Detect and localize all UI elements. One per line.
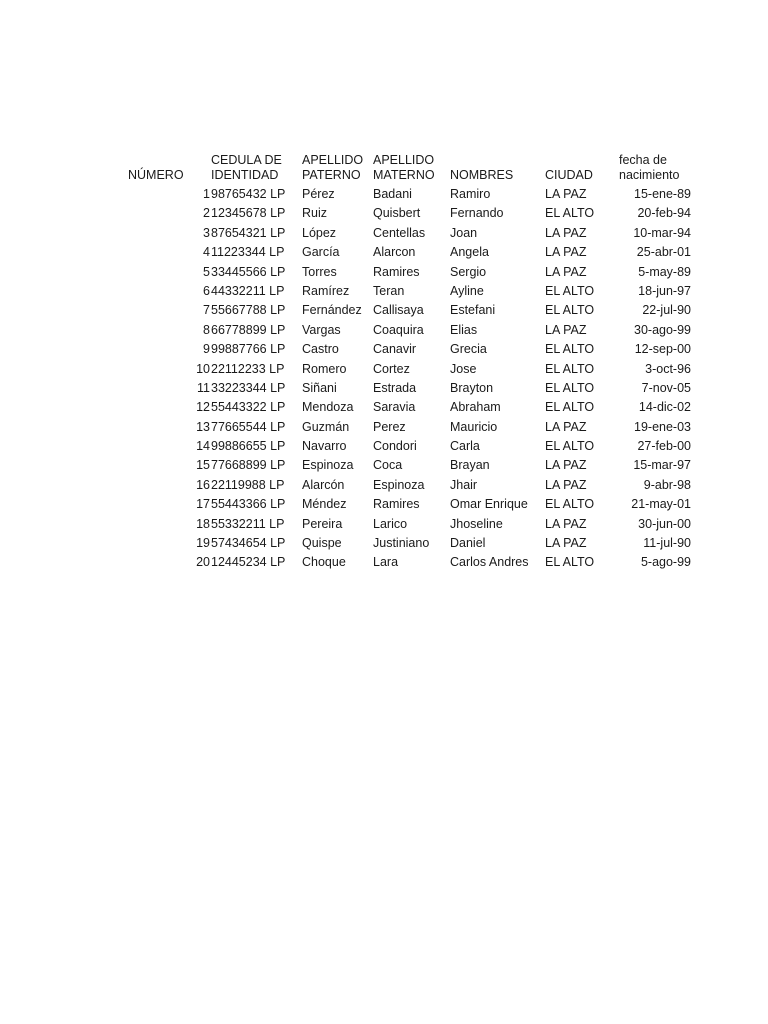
- cell-numero: 12: [196, 400, 210, 415]
- header-fecha-line1: fecha de: [619, 153, 667, 167]
- table-body: [0, 185, 768, 573]
- table-row: [0, 340, 768, 359]
- table-row: [0, 515, 768, 534]
- cell-nombres: Jose: [450, 361, 477, 376]
- cell-nombres: Abraham: [450, 400, 501, 415]
- cell-nombres: Angela: [450, 245, 489, 260]
- cell-numero: 18: [196, 516, 210, 531]
- cell-nombres: Brayan: [450, 458, 490, 473]
- header-cedula-line2: IDENTIDAD: [211, 168, 279, 182]
- cell-numero: 19: [196, 536, 210, 551]
- header-materno-line1: APELLIDO: [373, 153, 435, 167]
- cell-paterno: Pereira: [302, 516, 343, 531]
- cell-numero: 1: [203, 187, 210, 201]
- header-materno: [373, 153, 435, 185]
- cell-numero: 11: [197, 380, 210, 395]
- table-row: [0, 418, 768, 437]
- cell-ciudad: EL ALTO: [545, 361, 595, 376]
- table-row: [0, 379, 768, 398]
- cell-numero: 10: [196, 361, 210, 376]
- cell-fecha: 12-sep-00: [634, 342, 691, 357]
- cell-ciudad: LA PAZ: [545, 516, 587, 531]
- header-numero-label: NÚMERO: [128, 168, 184, 182]
- cell-ciudad: LA PAZ: [545, 536, 587, 551]
- cell-ciudad: EL ALTO: [545, 400, 595, 415]
- cell-ciudad: LA PAZ: [545, 245, 587, 260]
- cell-nombres: Jhair: [450, 477, 478, 492]
- cell-paterno: Vargas: [302, 322, 341, 337]
- cell-nombres: Daniel: [450, 536, 486, 551]
- cell-nombres: Carlos Andres: [450, 555, 529, 570]
- cell-materno: Perez: [373, 419, 406, 434]
- cell-materno: Condori: [373, 439, 417, 454]
- cell-nombres: Elias: [450, 322, 478, 337]
- cell-fecha: 30-ago-99: [634, 322, 691, 337]
- cell-fecha: 30-jun-00: [638, 516, 691, 531]
- table-row: [0, 456, 768, 475]
- cell-nombres: Brayton: [450, 380, 494, 395]
- cell-cedula: 22112233 LP: [211, 361, 285, 376]
- cell-materno: Ramires: [373, 497, 420, 512]
- header-numero: [128, 153, 184, 185]
- cell-cedula: 55443366 LP: [211, 497, 286, 512]
- table-row: [0, 282, 768, 301]
- cell-cedula: 98765432 LP: [211, 187, 286, 201]
- table-row: [0, 263, 768, 282]
- cell-paterno: Espinoza: [302, 458, 354, 473]
- table-row: [0, 398, 768, 417]
- cell-numero: 7: [203, 303, 210, 318]
- cell-materno: Centellas: [373, 225, 426, 240]
- cell-cedula: 87654321 LP: [211, 225, 286, 240]
- cell-cedula: 57434654 LP: [211, 536, 286, 551]
- cell-paterno: Quispe: [302, 536, 342, 551]
- cell-numero: 3: [203, 225, 210, 240]
- cell-materno: Ramires: [373, 264, 420, 279]
- cell-fecha: 25-abr-01: [636, 245, 691, 260]
- cell-cedula: 55667788 LP: [211, 303, 286, 318]
- header-ciudad: [545, 153, 593, 185]
- cell-cedula: 55443322 LP: [211, 400, 286, 415]
- cell-paterno: López: [302, 225, 337, 240]
- cell-ciudad: LA PAZ: [545, 225, 587, 240]
- cell-fecha: 11-jul-90: [643, 536, 691, 551]
- cell-cedula: 33445566 LP: [211, 264, 286, 279]
- cell-nombres: Fernando: [450, 206, 504, 221]
- cell-fecha: 22-jul-90: [642, 303, 691, 318]
- cell-fecha: 7-nov-05: [641, 380, 691, 395]
- cell-materno: Lara: [373, 555, 399, 570]
- cell-numero: 9: [203, 342, 210, 357]
- cell-fecha: 9-abr-98: [643, 477, 691, 492]
- cell-materno: Cortez: [373, 361, 410, 376]
- cell-materno: Coca: [373, 458, 403, 473]
- cell-materno: Coaquira: [373, 322, 424, 337]
- cell-materno: Canavir: [373, 342, 417, 357]
- cell-cedula: 11223344 LP: [211, 245, 285, 260]
- cell-cedula: 77668899 LP: [211, 458, 286, 473]
- cell-paterno: Mendoza: [302, 400, 354, 415]
- table-row: [0, 185, 768, 204]
- cell-ciudad: EL ALTO: [545, 380, 595, 395]
- cell-paterno: Choque: [302, 555, 346, 570]
- cell-paterno: Navarro: [302, 439, 347, 454]
- cell-fecha: 20-feb-94: [637, 206, 691, 221]
- cell-fecha: 5-ago-99: [640, 555, 691, 570]
- cell-nombres: Ayline: [450, 283, 484, 298]
- cell-ciudad: LA PAZ: [545, 187, 587, 201]
- cell-ciudad: LA PAZ: [545, 264, 587, 279]
- table-row: [0, 476, 768, 495]
- cell-ciudad: LA PAZ: [545, 322, 587, 337]
- cell-paterno: Fernández: [302, 303, 362, 318]
- cell-paterno: Ramírez: [302, 283, 350, 298]
- cell-nombres: Ramiro: [450, 187, 491, 201]
- header-paterno-line1: APELLIDO: [302, 153, 364, 167]
- cell-fecha: 19-ene-03: [634, 419, 691, 434]
- cell-cedula: 77665544 LP: [211, 419, 286, 434]
- header-paterno: [302, 153, 363, 185]
- cell-fecha: 27-feb-00: [637, 439, 691, 454]
- table-row: [0, 301, 768, 320]
- cell-materno: Saravia: [373, 400, 416, 415]
- cell-numero: 20: [196, 555, 210, 570]
- cell-paterno: Siñani: [302, 380, 337, 395]
- cell-ciudad: EL ALTO: [545, 342, 595, 357]
- table-row: [0, 224, 768, 243]
- cell-materno: Larico: [373, 516, 408, 531]
- cell-numero: 17: [196, 497, 210, 512]
- cell-ciudad: EL ALTO: [545, 555, 595, 570]
- cell-ciudad: LA PAZ: [545, 419, 587, 434]
- cell-paterno: Castro: [302, 342, 339, 357]
- cell-numero: 14: [196, 439, 210, 454]
- cell-ciudad: EL ALTO: [545, 303, 595, 318]
- header-materno-line2: MATERNO: [373, 168, 435, 182]
- cell-numero: 2: [203, 206, 210, 221]
- table-row: [0, 553, 768, 572]
- cell-paterno: Pérez: [302, 187, 335, 201]
- table-row: [0, 495, 768, 514]
- cell-cedula: 44332211 LP: [211, 283, 285, 298]
- cell-fecha: 10-mar-94: [633, 225, 691, 240]
- cell-fecha: 15-mar-97: [633, 458, 691, 473]
- cell-ciudad: EL ALTO: [545, 206, 595, 221]
- cell-paterno: Guzmán: [302, 419, 350, 434]
- header-fecha: [619, 153, 679, 185]
- cell-numero: 16: [196, 477, 210, 492]
- cell-materno: Estrada: [373, 380, 417, 395]
- cell-cedula: 99886655 LP: [211, 439, 286, 454]
- cell-numero: 4: [203, 245, 210, 260]
- cell-paterno: Torres: [302, 264, 337, 279]
- table-row: [0, 437, 768, 456]
- table-row: [0, 321, 768, 340]
- cell-fecha: 14-dic-02: [638, 400, 691, 415]
- cell-paterno: Romero: [302, 361, 347, 376]
- header-cedula: [211, 153, 282, 185]
- table-row: [0, 243, 768, 262]
- cell-nombres: Estefani: [450, 303, 496, 318]
- cell-materno: Quisbert: [373, 206, 421, 221]
- cell-numero: 6: [203, 283, 210, 298]
- cell-nombres: Joan: [450, 225, 478, 240]
- table-row: [0, 534, 768, 553]
- cell-materno: Espinoza: [373, 477, 425, 492]
- header-nombres-label: NOMBRES: [450, 168, 514, 182]
- cell-ciudad: LA PAZ: [545, 477, 587, 492]
- cell-ciudad: EL ALTO: [545, 283, 595, 298]
- cell-cedula: 55332211 LP: [211, 516, 285, 531]
- table-row: [0, 360, 768, 379]
- cell-numero: 8: [203, 322, 210, 337]
- cell-cedula: 66778899 LP: [211, 322, 286, 337]
- cell-paterno: Ruiz: [302, 206, 328, 221]
- table-row: [0, 204, 768, 223]
- cell-nombres: Carla: [450, 439, 480, 454]
- cell-materno: Justiniano: [373, 536, 430, 551]
- header-fecha-line2: nacimiento: [619, 168, 680, 182]
- cell-numero: 15: [196, 458, 210, 473]
- cell-paterno: García: [302, 245, 340, 260]
- cell-ciudad: LA PAZ: [545, 458, 587, 473]
- cell-cedula: 22119988 LP: [211, 477, 285, 492]
- header-nombres: [450, 153, 513, 185]
- cell-fecha: 3-oct-96: [645, 361, 691, 376]
- cell-ciudad: EL ALTO: [545, 439, 595, 454]
- cell-paterno: Alarcón: [302, 477, 345, 492]
- header-ciudad-label: CIUDAD: [545, 168, 593, 182]
- cell-materno: Badani: [373, 187, 412, 201]
- cell-fecha: 15-ene-89: [634, 187, 691, 201]
- cell-materno: Callisaya: [373, 303, 424, 318]
- cell-fecha: 18-jun-97: [638, 283, 691, 298]
- header-cedula-line1: CEDULA DE: [211, 153, 282, 167]
- cell-nombres: Mauricio: [450, 419, 498, 434]
- cell-numero: 5: [203, 264, 210, 279]
- cell-cedula: 99887766 LP: [211, 342, 286, 357]
- cell-cedula: 33223344 LP: [211, 380, 286, 395]
- cell-cedula: 12345678 LP: [211, 206, 286, 221]
- cell-materno: Alarcon: [373, 245, 416, 260]
- cell-nombres: Grecia: [450, 342, 487, 357]
- cell-nombres: Sergio: [450, 264, 487, 279]
- cell-numero: 13: [196, 419, 210, 434]
- cell-nombres: Omar Enrique: [450, 497, 528, 512]
- cell-fecha: 21-may-01: [631, 497, 691, 512]
- header-paterno-line2: PATERNO: [302, 168, 361, 182]
- cell-fecha: 5-may-89: [638, 264, 691, 279]
- cell-paterno: Méndez: [302, 497, 347, 512]
- cell-materno: Teran: [373, 283, 405, 298]
- cell-ciudad: EL ALTO: [545, 497, 595, 512]
- cell-nombres: Jhoseline: [450, 516, 503, 531]
- cell-cedula: 12445234 LP: [211, 555, 286, 570]
